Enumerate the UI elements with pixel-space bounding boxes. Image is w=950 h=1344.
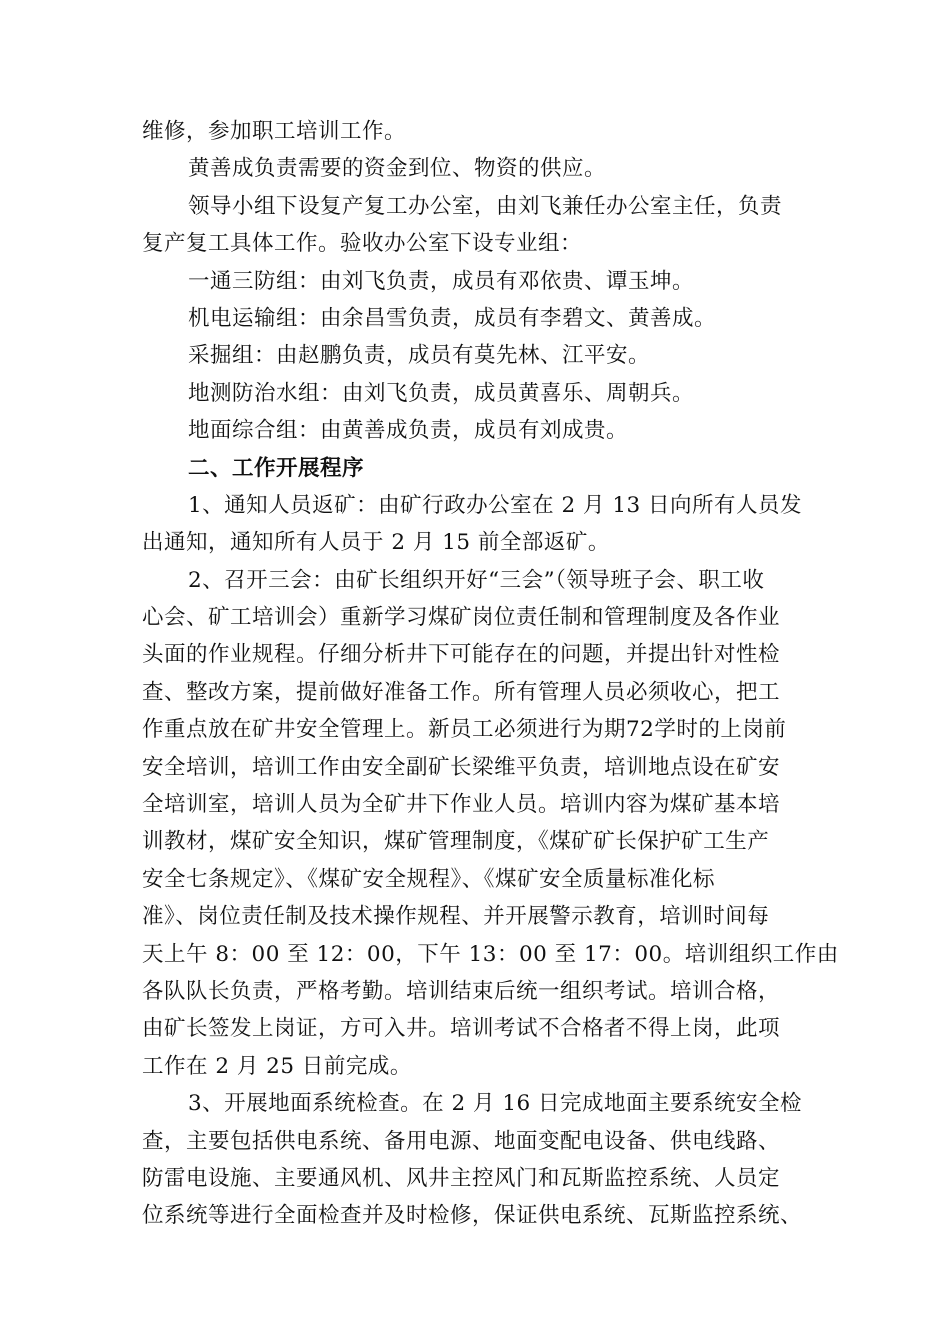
text-line: 领导小组下设复产复工办公室，由刘飞兼任办公室主任，负责 [188,193,783,219]
text-line: 采掘组：由赵鹏负责，成员有莫先林、江平安。 [188,343,651,369]
text-line: 全培训室，培训人员为全矿井下作业人员。培训内容为煤矿基本培 [142,792,781,818]
text-line: 2、召开三会：由矿长组织开好“三会”（领导班子会、职工收 [188,567,765,593]
text-line: 安全七条规定》、《煤矿安全规程》、《煤矿安全质量标准化标 [142,866,716,892]
text-line: 由矿长签发上岗证，方可入井。培训考试不合格者不得上岗，此项 [142,1016,781,1042]
text-line: 工作在 2 月 25 日前完成。 [142,1053,412,1079]
text-line: 作重点放在矿井安全管理上。新员工必须进行为期72学时的上岗前 [142,717,787,743]
text-line: 各队队长负责，严格考勤。培训结束后统一组织考试。培训合格， [142,978,781,1004]
text-line: 防雷电设施、主要通风机、风井主控风门和瓦斯监控系统、人员定 [142,1165,781,1191]
text-line: 复产复工具体工作。验收办公室下设专业组： [142,231,583,257]
text-line: 地测防治水组：由刘飞负责，成员黄喜乐、周朝兵。 [188,380,695,406]
text-line: 天上午 8：00 至 12：00，下午 13：00 至 17：00。培训组织工作由 [142,941,839,967]
text-line: 地面综合组：由黄善成负责，成员有刘成贵。 [188,418,629,444]
text-line: 1、通知人员返矿：由矿行政办公室在 2 月 13 日向所有人员发 [188,492,803,518]
text-line: 一通三防组：由刘飞负责，成员有邓依贵、谭玉坤。 [188,268,695,294]
text-line: 头面的作业规程。仔细分析井下可能存在的问题，并提出针对性检 [142,642,781,668]
text-line: 准》、岗位责任制及技术操作规程、并开展警示教育，培训时间每 [142,904,770,930]
text-line: 心会、矿工培训会）重新学习煤矿岗位责任制和管理制度及各作业 [142,605,781,631]
text-line: 查，主要包括供电系统、备用电源、地面变配电设备、供电线路、 [142,1128,781,1154]
text-line: 维修，参加职工培训工作。 [142,119,407,144]
text-line: 训教材，煤矿安全知识，煤矿管理制度，《煤矿矿长保护矿工生产 [142,829,770,855]
text-line: 查、整改方案，提前做好准备工作。所有管理人员必须收心，把工 [142,679,781,705]
document-page [142,113,839,1235]
section-heading: 二、工作开展程序 [188,455,365,481]
text-line: 机电运输组：由余昌雪负责，成员有李碧文、黄善成。 [188,305,717,331]
text-line: 安全培训，培训工作由安全副矿长梁维平负责，培训地点设在矿安 [142,754,781,780]
text-line: 位系统等进行全面检查并及时检修，保证供电系统、瓦斯监控系统、 [142,1203,803,1229]
text-line: 3、开展地面系统检查。在 2 月 16 日完成地面主要系统安全检 [188,1091,803,1117]
text-line: 黄善成负责需要的资金到位、物资的供应。 [188,156,607,182]
text-line: 出通知，通知所有人员于 2 月 15 前全部返矿。 [142,530,610,556]
